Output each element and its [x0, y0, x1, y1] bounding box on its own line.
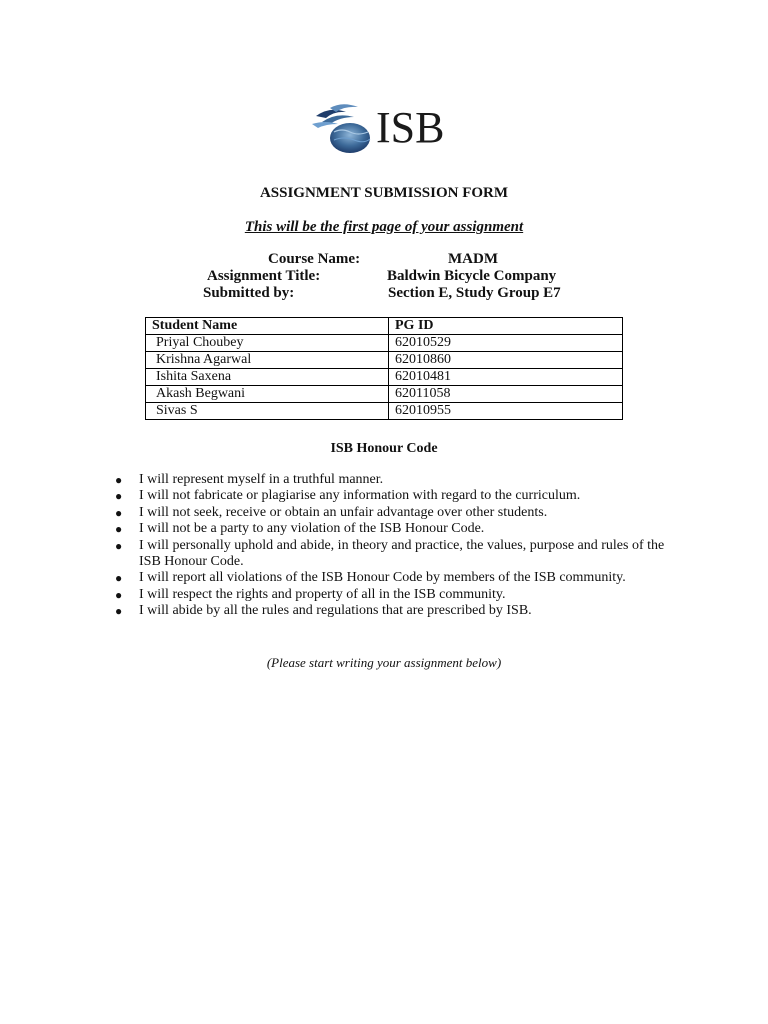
bullet-dot-icon: ● [115, 473, 123, 487]
submitted-by-label: Submitted by: [203, 285, 295, 301]
bullet-dot-icon: ● [115, 489, 123, 504]
bullet-dot-icon: ● [115, 522, 123, 537]
submitted-by-value: Section E, Study Group E7 [388, 285, 561, 301]
course-name-value: MADM [448, 251, 498, 267]
list-item [114, 570, 674, 586]
form-title: ASSIGNMENT SUBMISSION FORM [259, 185, 509, 201]
table-row [146, 369, 623, 386]
column-header-pg-id: PG ID [389, 318, 623, 335]
list-item [114, 538, 674, 571]
table-row [146, 386, 623, 403]
student-name-cell: Priyal Choubey [146, 335, 389, 352]
isb-wave-emblem-icon [312, 102, 374, 154]
list-item [114, 505, 674, 521]
honour-code-text: I will not be a party to any violation of the ISB Honour Code. [139, 521, 485, 537]
list-item [114, 603, 674, 619]
honour-code-text: I will personally uphold and abide, in theory and practice, the values, purpose and rules of the ISB Honour Code. [139, 537, 665, 570]
bullet-dot-icon: ● [115, 505, 123, 520]
list-item [114, 488, 674, 504]
start-writing-note: (Please start writing your assignment below) [266, 655, 502, 670]
course-name-label: Course Name: [268, 251, 361, 267]
honour-code-title: ISB Honour Code [330, 441, 438, 456]
list-item [114, 587, 674, 603]
honour-code-text: I will respect the rights and property of all in the ISB community. [139, 586, 506, 602]
form-subtitle: This will be the first page of your assignment [244, 219, 524, 235]
honour-code-text: I will report all violations of the ISB Honour Code by members of the ISB community. [139, 570, 626, 586]
assignment-title-value: Baldwin Bicycle Company [387, 268, 557, 284]
honour-code-text: I will abide by all the rules and regulations that are prescribed by ISB. [139, 603, 532, 619]
student-table [145, 317, 623, 420]
table-row [146, 403, 623, 420]
student-name-cell: Ishita Saxena [146, 369, 389, 386]
honour-code-text: I will represent myself in a truthful manner. [139, 472, 384, 487]
list-item [114, 472, 674, 488]
column-header-student-name: Student Name [146, 318, 389, 335]
table-row [146, 352, 623, 369]
isb-logo [312, 100, 462, 156]
pg-id-cell: 62010481 [389, 369, 623, 386]
honour-code-text: I will not seek, receive or obtain an unfair advantage over other students. [139, 504, 548, 520]
logo-text: ISB [376, 103, 445, 152]
pg-id-cell: 62010529 [389, 335, 623, 352]
pg-id-cell: 62010860 [389, 352, 623, 369]
student-name-cell: Sivas S [146, 403, 389, 420]
bullet-dot-icon: ● [115, 571, 123, 586]
student-name-cell: Krishna Agarwal [146, 352, 389, 369]
honour-code-text: I will not fabricate or plagiarise any information with regard to the curriculum. [139, 488, 581, 504]
pg-id-cell: 62010955 [389, 403, 623, 420]
bullet-dot-icon: ● [115, 604, 123, 619]
list-item [114, 521, 674, 537]
assignment-title-label: Assignment Title: [207, 268, 321, 284]
honour-code-list [114, 472, 674, 620]
bullet-dot-icon: ● [115, 538, 123, 553]
table-row [146, 335, 623, 352]
table-header-row [146, 318, 623, 335]
pg-id-cell: 62011058 [389, 386, 623, 403]
student-name-cell: Akash Begwani [146, 386, 389, 403]
bullet-dot-icon: ● [115, 587, 123, 602]
